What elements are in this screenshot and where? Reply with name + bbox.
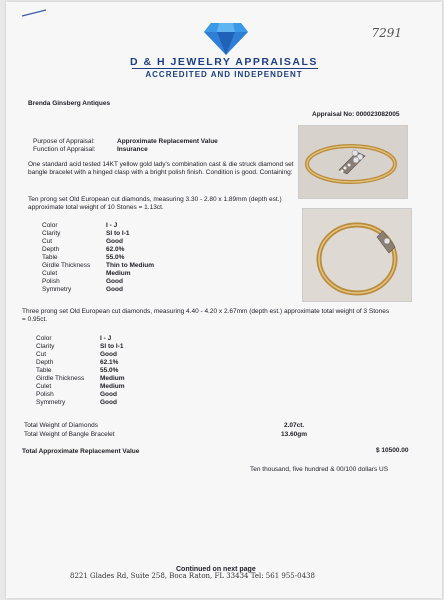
pen-mark [20,8,50,18]
group2-cut-value: Good [100,351,117,358]
header-rule [132,68,318,69]
group1-depth-label: Depth [42,246,60,253]
group2-table-label: Table [36,367,52,374]
group2-intro: Three prong set Old European cut diamonds, measuring 4.40 - 4.20 x 2.67mm (depth est.) approximate total weight of 3 Stones = 0.95ct. [22,308,390,323]
group1-culet-value: Medium [106,270,131,277]
tagline: ACCREDITED AND INDEPENDENT [145,70,303,79]
replacement-label: Total Approximate Replacement Value [22,448,140,455]
group1-color-value: I - J [106,222,118,229]
total-bracelet-value: 13.60gm [281,431,308,438]
group2-girdle-label: Girdle Thickness [36,375,85,382]
function-value: Insurance [117,146,148,153]
group1-symmetry-label: Symmetry [42,286,72,293]
group1-depth-value: 62.0% [106,246,125,253]
group2-girdle-value: Medium [100,375,125,382]
group1-table [42,222,186,294]
continued-note: Continued on next page [176,566,256,573]
group1-clarity-value: SI to I-1 [106,230,130,237]
total-bracelet-label: Total Weight of Bangle Bracelet [24,431,115,438]
appraisal-document [6,2,442,598]
group1-table-value: 55.0% [106,254,125,261]
group2-clarity-label: Clarity [36,343,55,350]
appraisal-number: Appraisal No: 000023082005 [312,111,400,118]
total-diamonds-label: Total Weight of Diamonds [24,422,98,429]
group2-polish-label: Polish [36,391,54,398]
group1-clarity-label: Clarity [42,230,61,237]
purpose-label: Purpose of Appraisal: [33,138,95,145]
group1-cut-label: Cut [42,238,53,245]
total-diamonds-value: 2.07ct. [284,422,305,429]
footer-address: 8221 Glades Rd, Suite 258, Boca Raton, FL 33434 Tel: 561 955-0438 [70,572,315,580]
group1-culet-label: Culet [42,270,58,277]
group2-polish-value: Good [100,391,117,398]
client-name: Brenda Ginsberg Antiques [28,100,111,107]
group2-symmetry-value: Good [100,399,117,406]
group1-table-label: Table [42,254,58,261]
group2-culet-value: Medium [100,383,125,390]
purpose-value: Approximate Replacement Value [117,138,218,145]
group2-symmetry-label: Symmetry [36,399,66,406]
bracelet-photo-1 [298,125,408,199]
group1-color-label: Color [42,222,58,229]
bracelet-photo-2 [302,208,412,302]
group1-symmetry-value: Good [106,286,123,293]
group2-depth-value: 62.1% [100,359,119,366]
group2-color-value: I - J [100,335,112,342]
group2-clarity-value: SI to I-1 [100,343,124,350]
item-description: One standard acid tested 14KT yellow gold lady's combination cast & die struck diamond set bangle bracelet with a hinged clasp with a bright polish finish. Condition is good. Containing: [28,161,294,176]
group1-girdle-value: Thin to Medium [106,262,155,269]
handwritten-number: 7291 [371,26,402,40]
group1-girdle-label: Girdle Thickness [42,262,91,269]
group2-culet-label: Culet [36,383,52,390]
function-label: Function of Appraisal: [33,146,96,153]
replacement-value: $ 10500.00 [376,447,409,454]
group2-color-label: Color [36,335,52,342]
purpose-section [33,138,218,154]
diamond-logo-icon [203,22,249,56]
group2-table [36,335,180,407]
group2-table-value: 55.0% [100,367,119,374]
group1-polish-value: Good [106,278,123,285]
group1-cut-value: Good [106,238,123,245]
company-name: D & H JEWELRY APPRAISALS [130,56,318,68]
group2-cut-label: Cut [36,351,47,358]
group2-depth-label: Depth [36,359,54,366]
group1-intro: Ten prong set Old European cut diamonds, measuring 3.30 - 2.80 x 1.89mm (depth est.) approximate total weight of 10 Stones = 1.13ct. [28,196,282,211]
group1-polish-label: Polish [42,278,60,285]
replacement-in-words: Ten thousand, five hundred & 00/100 dollars US [250,466,389,473]
